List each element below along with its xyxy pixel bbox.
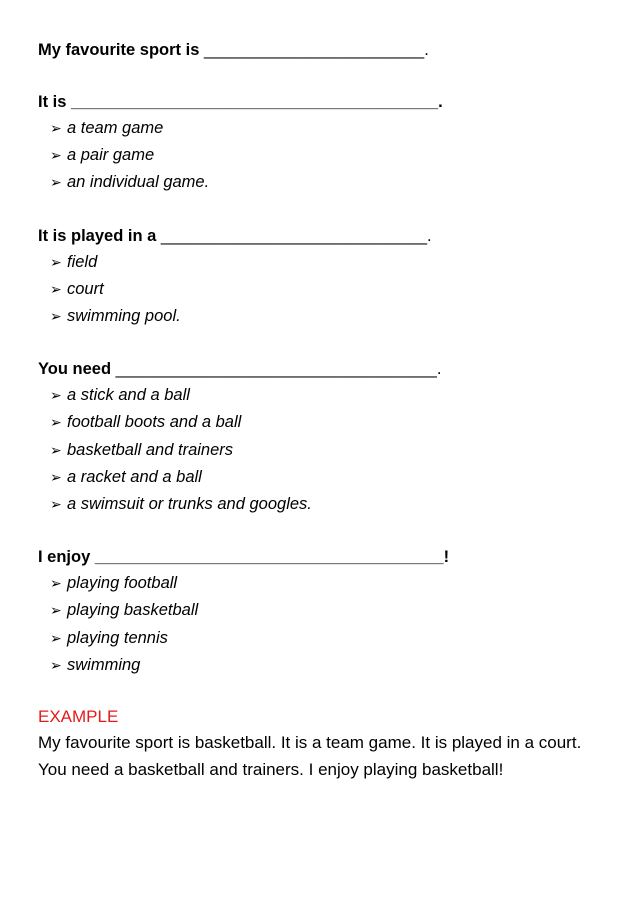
options-list	[38, 382, 608, 518]
list-item	[50, 437, 608, 464]
option-label: a racket and a ball	[67, 467, 202, 486]
prompt-lead: It is	[38, 93, 72, 111]
arrow-bullet-icon: ➢	[50, 603, 62, 620]
option-label: a team game	[67, 119, 164, 137]
answer-blank: _____________________________	[160, 226, 427, 245]
option-label: football boots and a ball	[67, 413, 242, 432]
prompt-venue	[38, 223, 608, 249]
arrow-bullet-icon: ➢	[50, 630, 62, 647]
answer-blank: ________________________________________	[71, 93, 439, 111]
example-text: My favourite sport is basketball. It is a team game. It is played in a court. You need a basketball and trainers. I enjoy playing basketball!	[38, 733, 582, 780]
section-favourite-sport	[38, 37, 608, 63]
list-item	[50, 464, 608, 491]
option-label: a stick and a ball	[67, 386, 190, 405]
list-item	[50, 652, 608, 679]
answer-blank: ___________________________________	[115, 360, 437, 379]
list-item	[50, 597, 608, 624]
option-label: basketball and trainers	[67, 440, 234, 459]
option-label: swimming pool.	[67, 307, 181, 326]
arrow-bullet-icon: ➢	[50, 497, 62, 514]
list-item	[50, 115, 608, 142]
prompt-lead: It is played in a	[38, 226, 161, 245]
answer-blank: ________________________	[203, 41, 425, 59]
prompt-equipment	[38, 356, 608, 382]
arrow-bullet-icon: ➢	[50, 442, 62, 459]
prompt-end: .	[438, 93, 443, 111]
arrow-bullet-icon: ➢	[50, 254, 62, 271]
option-label: swimming	[67, 655, 141, 674]
list-item	[50, 142, 608, 169]
arrow-bullet-icon: ➢	[50, 469, 62, 486]
section-equipment	[38, 356, 608, 518]
worksheet	[38, 37, 608, 783]
arrow-bullet-icon: ➢	[50, 281, 62, 298]
arrow-bullet-icon: ➢	[50, 309, 62, 326]
prompt-game-type	[38, 89, 608, 115]
option-label: playing basketball	[67, 601, 199, 620]
option-label: a pair game	[67, 146, 155, 165]
prompt-end: .	[427, 226, 432, 245]
answer-blank: ______________________________________	[94, 548, 444, 567]
list-item	[50, 276, 608, 303]
section-venue	[38, 223, 608, 331]
arrow-bullet-icon: ➢	[50, 657, 62, 674]
section-game-type	[38, 89, 608, 197]
example-block	[38, 705, 608, 783]
list-item	[50, 249, 608, 276]
example-heading: EXAMPLE	[38, 707, 119, 727]
list-item	[50, 169, 608, 196]
arrow-bullet-icon: ➢	[50, 175, 62, 192]
option-label: an individual game.	[67, 173, 210, 192]
arrow-bullet-icon: ➢	[50, 121, 62, 137]
options-list	[38, 115, 608, 197]
option-label: a swimsuit or trunks and googles.	[67, 495, 312, 514]
list-item	[50, 491, 608, 518]
option-label: court	[67, 279, 104, 298]
prompt-end: .	[424, 41, 429, 59]
list-item	[50, 625, 608, 652]
list-item	[50, 570, 608, 597]
arrow-bullet-icon: ➢	[50, 148, 62, 165]
options-list	[38, 249, 608, 331]
prompt-lead: My favourite sport is	[38, 41, 204, 59]
options-list	[38, 570, 608, 679]
arrow-bullet-icon: ➢	[50, 576, 62, 593]
list-item	[50, 382, 608, 409]
option-label: playing football	[67, 574, 178, 593]
list-item	[50, 303, 608, 330]
option-label: playing tennis	[67, 628, 168, 647]
arrow-bullet-icon: ➢	[50, 388, 62, 405]
prompt-favourite-sport	[38, 37, 608, 63]
prompt-enjoy	[38, 544, 608, 570]
prompt-lead: I enjoy	[38, 548, 95, 567]
prompt-end: !	[443, 548, 450, 567]
section-enjoy	[38, 544, 608, 679]
option-label: field	[67, 252, 98, 271]
list-item	[50, 409, 608, 436]
prompt-end: .	[436, 360, 442, 379]
prompt-lead: You need	[38, 360, 116, 379]
arrow-bullet-icon: ➢	[50, 415, 62, 432]
